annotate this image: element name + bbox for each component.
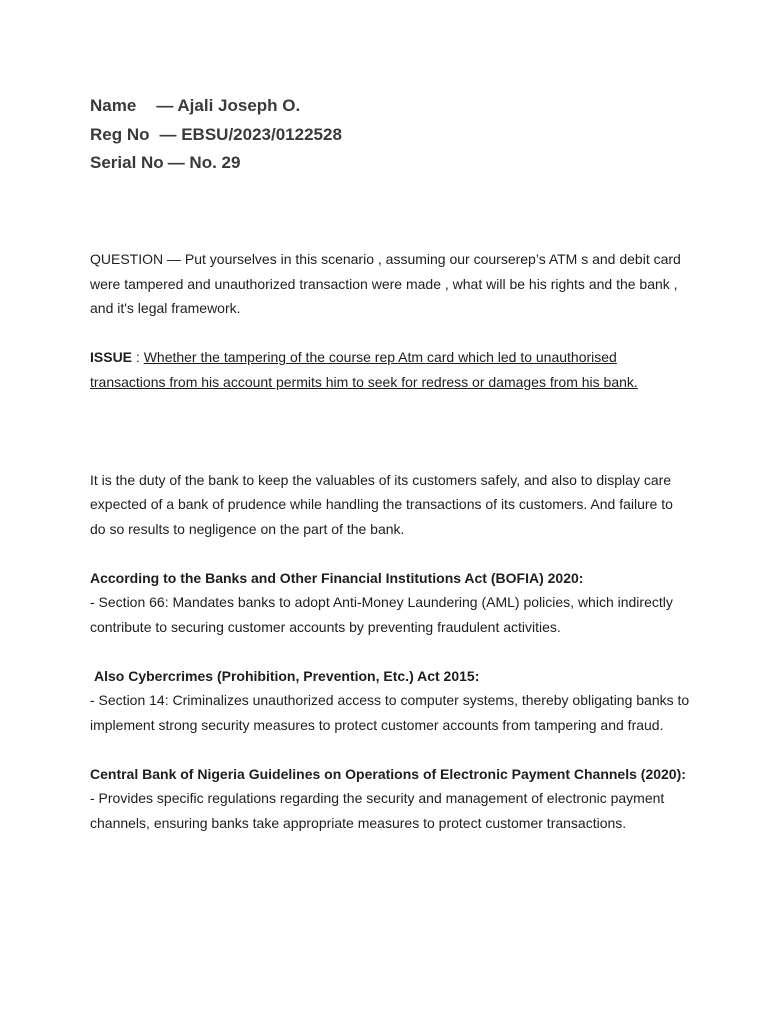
question-paragraph: QUESTION — Put yourselves in this scenario , assuming our courserep’s ATM s and debit card were tampered and unauthorized transaction were made , what will be his rights and the bank , and it's legal framework. [90, 251, 681, 316]
issue-text: Whether the tampering of the course rep Atm card which led to unauthorised transactions from his account permits him to seek for redress or damages from his bank. [90, 349, 638, 390]
student-header [90, 92, 342, 178]
name-value: — Ajali Joseph O. [156, 96, 301, 115]
bofia-heading: According to the Banks and Other Financial Institutions Act (BOFIA) 2020: [90, 569, 584, 586]
cybercrimes-section: - Section 14: Criminalizes unauthorized access to computer systems, thereby obligating banks to implement strong security measures to protect customer accounts from tampering and fraud. [90, 692, 690, 733]
serial-value: — No. 29 [167, 153, 241, 172]
issue-paragraph [90, 345, 690, 394]
cbn-section: - Provides specific regulations regarding the security and management of electronic payment channels, ensuring banks take appropriate measures to protect customer transactions. [90, 790, 665, 831]
cbn-heading: Central Bank of Nigeria Guidelines on Operations of Electronic Payment Channels (2020): [90, 765, 686, 782]
document-body [90, 247, 690, 835]
serial-row [90, 149, 342, 178]
serial-label: Serial No [90, 153, 164, 172]
name-label: Name [90, 96, 137, 115]
name-row [90, 92, 342, 121]
bofia-section: - Section 66: Mandates banks to adopt Anti-Money Laundering (AML) policies, which indirectly contribute to securing customer accounts by preventing fraudulent activities. [90, 594, 673, 635]
issue-label: ISSUE [90, 349, 133, 365]
reg-label: Reg No [90, 124, 150, 144]
reg-row [90, 121, 342, 150]
cybercrimes-heading: Also Cybercrimes (Prohibition, Prevention, Etc.) Act 2015: [94, 667, 480, 684]
duty-paragraph: It is the duty of the bank to keep the valuables of its customers safely, and also to display care expected of a bank of prudence while handling the transactions of its customers. And failure to do so results to negligence on the part of the bank. [90, 471, 673, 537]
reg-value: — EBSU/2023/0122528 [159, 124, 342, 144]
issue-separator: : [132, 349, 144, 365]
